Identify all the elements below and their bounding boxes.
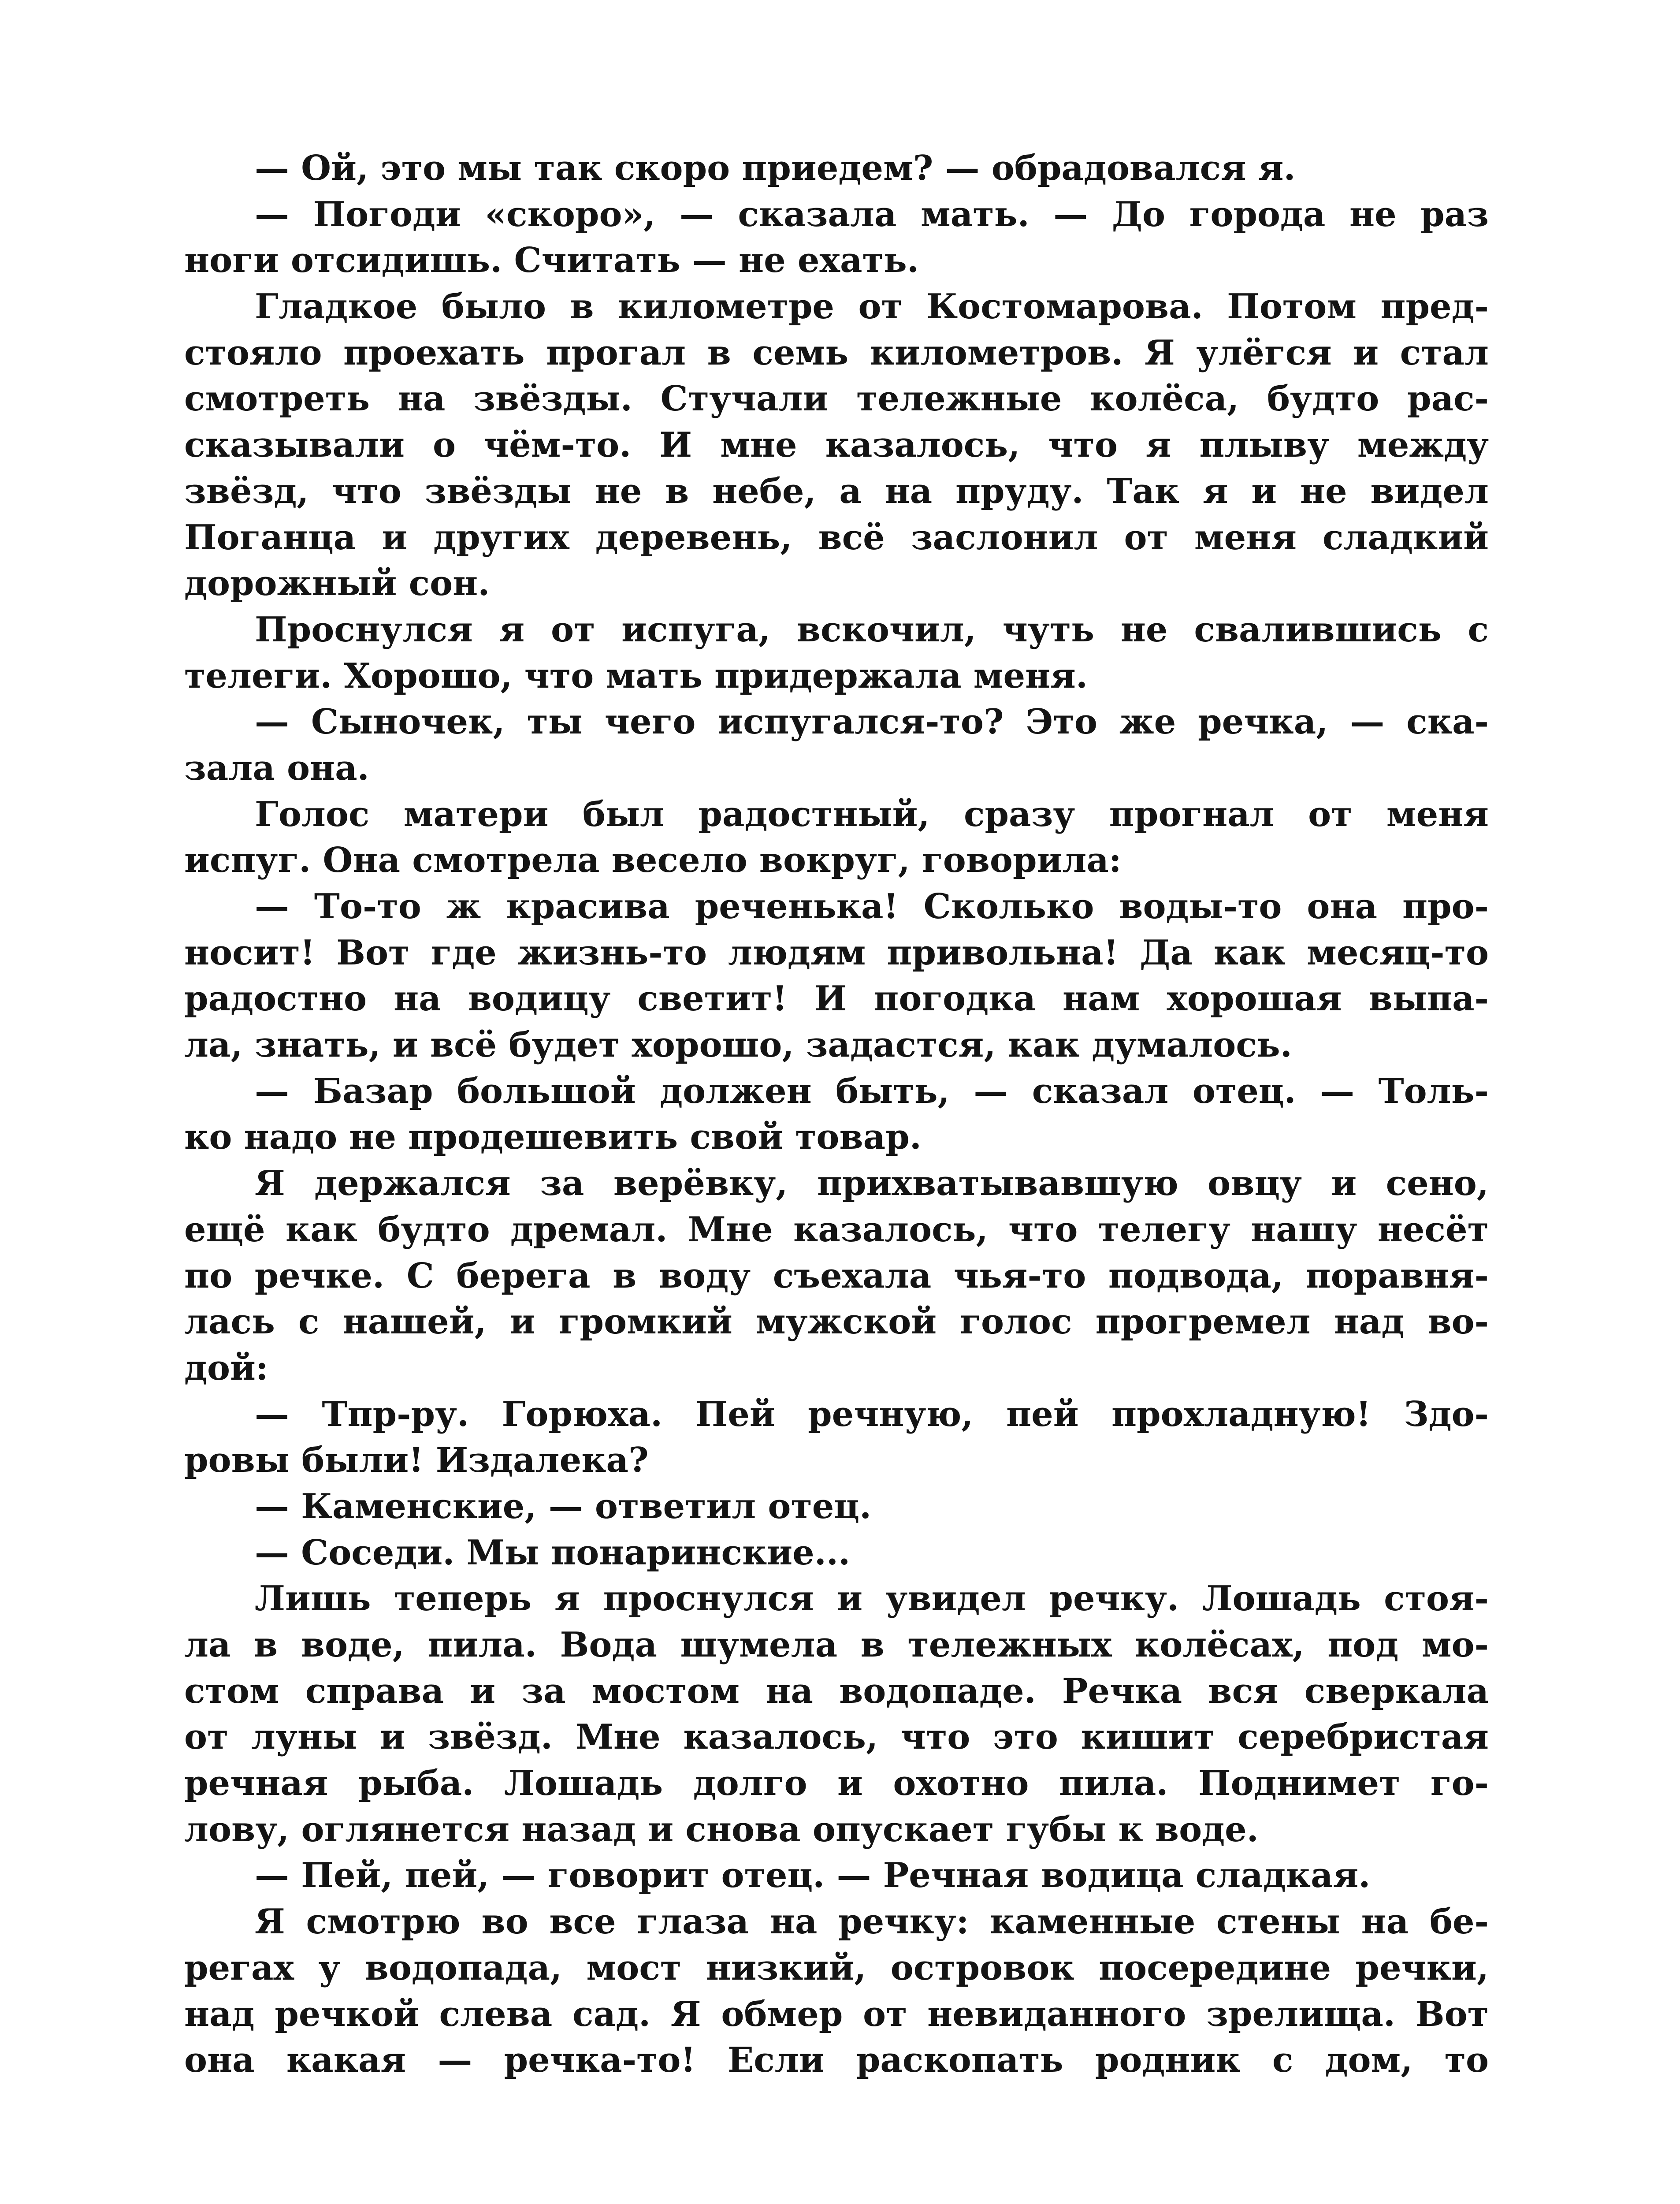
text-line: радостно на водицу светит! И погодка нам хорошая выпа- <box>184 979 1489 1019</box>
text-line: Я смотрю во все глаза на речку: каменные стены на бе- <box>255 1902 1489 1942</box>
text-line: — То-то ж красива реченька! Сколько воды-то она про- <box>255 886 1489 927</box>
text-line: по речке. С берега в воду съехала чья-то подвода, поравня- <box>184 1255 1489 1296</box>
text-line: Я держался за верёвку, прихватывавшую овцу и сено, <box>255 1163 1489 1204</box>
text-line: ровы были! Издалека? <box>184 1440 649 1481</box>
body-text <box>184 145 1489 2084</box>
text-line: над речкой слева сад. Я обмер от невиданного зрелища. Вот <box>184 1994 1489 2034</box>
text-line: звёзд, что звёзды не в небе, а на пруду. Так я и не видел <box>184 471 1489 511</box>
text-line: — Соседи. Мы понаринские... <box>255 1532 851 1573</box>
text-line: Проснулся я от испуга, вскочил, чуть не свалившись с <box>255 609 1489 650</box>
text-line: стояло проехать прогал в семь километров. Я улёгся и стал <box>184 332 1489 373</box>
text-line: Лишь теперь я проснулся и увидел речку. Лошадь стоя- <box>255 1579 1489 1619</box>
text-line: Гладкое было в километре от Костомарова. Потом пред- <box>255 287 1489 327</box>
text-line: она какая — речка-то! Если раскопать родник с дом, то <box>184 2040 1489 2081</box>
text-line: — Пей, пей, — говорит отец. — Речная водица сладкая. <box>255 1855 1371 1896</box>
text-line: Поганца и других деревень, всё заслонил от меня сладкий <box>184 517 1489 558</box>
text-line: регах у водопада, мост низкий, островок посередине речки, <box>184 1947 1489 1988</box>
text-line: — Базар большой должен быть, — сказал отец. — Толь- <box>255 1071 1489 1111</box>
text-line: — Каменские, — ответил отец. <box>255 1486 872 1526</box>
text-line: Голос матери был радостный, сразу прогнал от меня <box>255 794 1489 834</box>
text-line: ла в воде, пила. Вода шумела в тележных колёсах, под мо- <box>184 1625 1489 1665</box>
text-line: телеги. Хорошо, что мать придержала меня. <box>184 655 1088 696</box>
text-line: — Тпр-ру. Горюха. Пей речную, пей прохладную! Здо- <box>255 1394 1489 1434</box>
text-line: сказывали о чём-то. И мне казалось, что я плыву между <box>184 425 1489 465</box>
text-line: — Ой, это мы так скоро приедем? — обрадовался я. <box>255 148 1296 188</box>
text-line: лась с нашей, и громкий мужской голос прогремел над во- <box>184 1302 1489 1342</box>
text-line: испуг. Она смотрела весело вокруг, говорила: <box>184 840 1122 881</box>
text-line: — Сыночек, ты чего испугался-то? Это же речка, — ска- <box>255 702 1489 742</box>
text-line: лову, оглянется назад и снова опускает губы к воде. <box>184 1809 1259 1850</box>
text-line: речная рыба. Лошадь долго и охотно пила. Поднимет го- <box>184 1763 1489 1804</box>
text-line: от луны и звёзд. Мне казалось, что это кишит серебристая <box>184 1717 1489 1757</box>
text-line: — Погоди «скоро», — сказала мать. — До города не раз <box>255 194 1489 235</box>
text-line: ко надо не продешевить свой товар. <box>184 1117 922 1158</box>
text-line: ноги отсидишь. Считать — не ехать. <box>184 240 919 281</box>
text-line: носит! Вот где жизнь-то людям привольна! Да как месяц-то <box>184 932 1489 973</box>
text-line: дорожный сон. <box>184 563 490 604</box>
text-line: дой: <box>184 1348 268 1388</box>
text-line: зала она. <box>184 748 369 788</box>
text-line: смотреть на звёзды. Стучали тележные колёса, будто рас- <box>184 379 1489 419</box>
text-line: ещё как будто дремал. Мне казалось, что телегу нашу несёт <box>184 1209 1489 1250</box>
text-line: ла, знать, и всё будет хорошо, задастся, как думалось. <box>184 1025 1292 1065</box>
text-line: стом справа и за мостом на водопаде. Речка вся сверкала <box>184 1671 1489 1711</box>
